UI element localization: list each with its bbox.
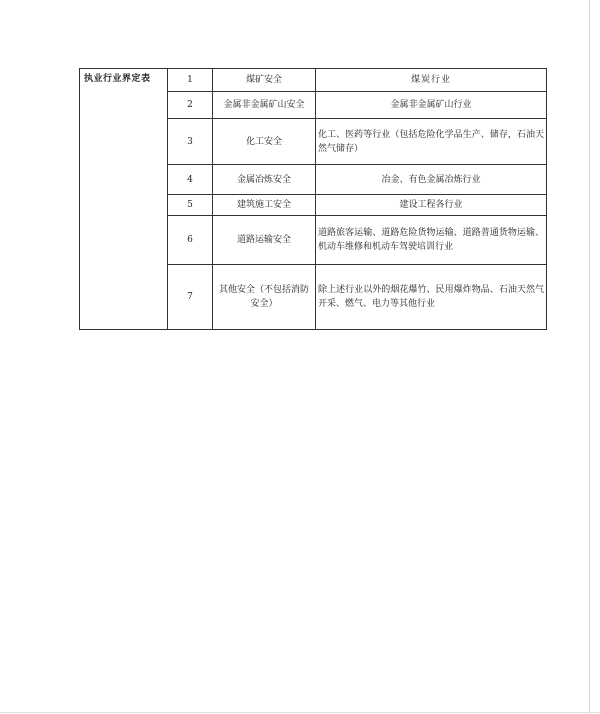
scope-cell: 除上述行业以外的烟花爆竹、民用爆炸物品、石油天然气开采、燃气、电力等其他行业	[316, 265, 547, 330]
scope-cell: 建设工程各行业	[316, 195, 547, 216]
row-number: 5	[168, 195, 213, 216]
row-number: 7	[168, 265, 213, 330]
row-number: 2	[168, 92, 213, 119]
category-cell: 金属非金属矿山安全	[213, 92, 316, 119]
row-number: 4	[168, 165, 213, 195]
scope-cell: 金属非金属矿山行业	[316, 92, 547, 119]
category-cell: 建筑施工安全	[213, 195, 316, 216]
category-cell: 道路运输安全	[213, 216, 316, 265]
category-cell: 化工安全	[213, 119, 316, 165]
scope-cell: 化工、医药等行业（包括危险化学品生产、储存，石油天然气储存）	[316, 119, 547, 165]
category-cell: 煤矿安全	[213, 69, 316, 92]
table-title: 执业行业界定表	[80, 69, 168, 330]
scope-cell: 道路旅客运输、道路危险货物运输、道路普通货物运输、机动车维修和机动车驾驶培训行业	[316, 216, 547, 265]
scan-edge-right	[589, 0, 590, 714]
scan-edge-bottom	[0, 712, 600, 713]
scope-cell: 冶金、有色金属冶炼行业	[316, 165, 547, 195]
table-row	[80, 69, 547, 92]
category-cell: 其他安全（不包括消防安全）	[213, 265, 316, 330]
row-number: 6	[168, 216, 213, 265]
industry-definition-table	[79, 68, 547, 330]
scope-cell: 煤炭行业	[316, 69, 547, 92]
category-cell: 金属冶炼安全	[213, 165, 316, 195]
row-number: 3	[168, 119, 213, 165]
row-number: 1	[168, 69, 213, 92]
